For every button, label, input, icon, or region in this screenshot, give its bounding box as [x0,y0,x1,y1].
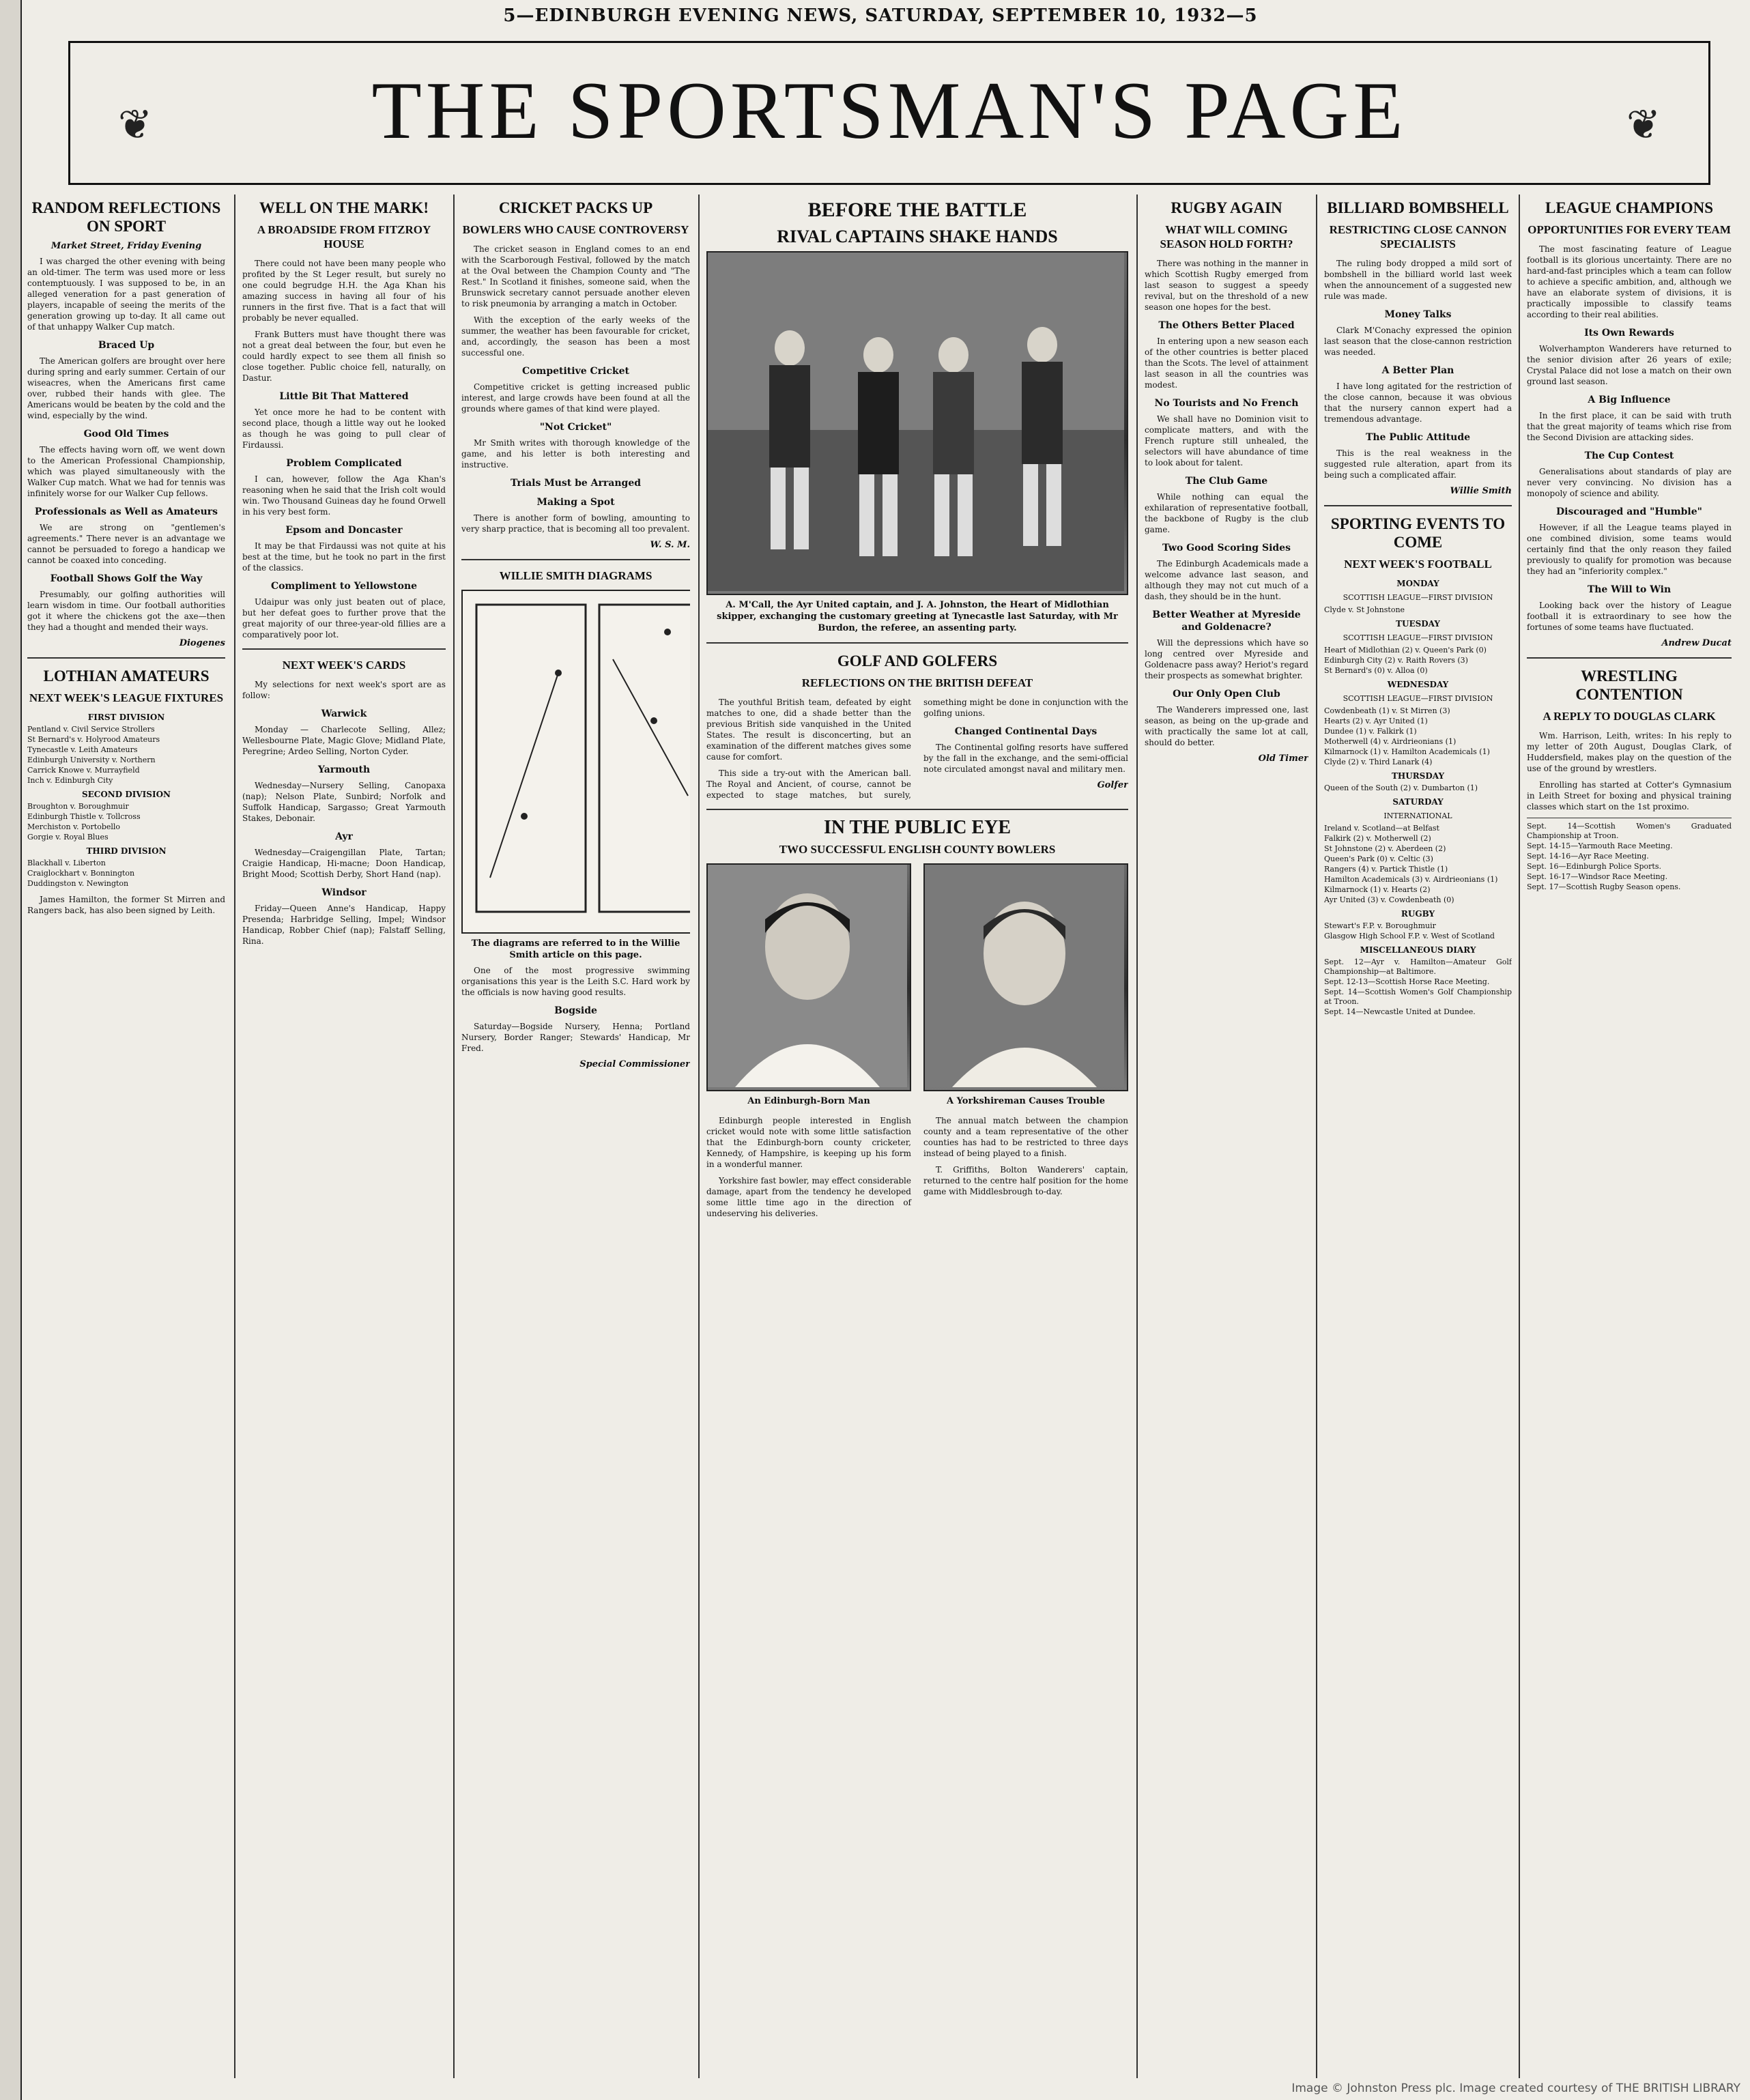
list-item: Gorgie v. Royal Blues [27,833,109,842]
byline: Old Timer [1258,753,1308,764]
paragraph: Enrolling has started at Cotter's Gymnasium in Leith Street for boxing and physical training classes which start on the 1st proximo. [1527,780,1732,811]
subheading: Epsom and Doncaster [285,525,403,536]
headline: WELL ON THE MARK! [259,199,429,216]
paragraph: Generalisations about standards of play are never very convincing. No division has a monopoly of science and ability. [1527,467,1732,498]
list-item: Duddingston v. Newington [27,879,129,888]
kennedy-portrait [706,863,911,1091]
subheading: The Will to Win [1587,584,1672,595]
paragraph: The most fascinating feature of League football is its glorious uncertainty. There are no hard-and-fast principles which a team can follow to achieve a specific ambition, and, although we have an elaborate system of divisions, it is practically impossible to classify teams according to their real abilities. [1527,244,1732,319]
subheading: Discouraged and "Humble" [1556,506,1702,517]
list-item: Sept. 14—Newcastle United at Dundee. [1324,1007,1476,1016]
headline: CRICKET PACKS UP [498,199,653,216]
subheadline: BOWLERS WHO CAUSE CONTROVERSY [462,223,689,236]
paragraph: James Hamilton, the former St Mirren and Rangers back, has also been signed by Leith. [27,895,225,915]
list-item: Motherwell (4) v. Airdrieonians (1) [1324,737,1457,746]
column-rugby [1145,195,1308,2078]
headline: LOTHIAN AMATEURS [43,667,210,685]
paragraph: There was nothing in the manner in which Scottish Rugby emerged from last season to suggest a speedy revival, but on the threshold of a new season one hopes for the best. [1145,259,1308,312]
list-item: Sept. 12—Ayr v. Hamilton—Amateur Golf Championship—at Baltimore. [1324,958,1512,976]
column-2 [242,195,446,2078]
list-item: Heart of Midlothian (2) v. Queen's Park (0) [1324,646,1487,655]
list-item: Sept. 16-17—Windsor Race Meeting. [1527,872,1668,881]
headline: BEFORE THE BATTLE [807,199,1027,221]
headline: RANDOM REFLECTIONS ON SPORT [31,199,221,235]
meeting-name: Windsor [321,887,367,898]
list-item: Sept. 14-16—Ayr Race Meeting. [1527,852,1649,861]
masthead: 5—EDINBURGH EVENING NEWS, SATURDAY, SEPTEMBER 10, 1932—5 [503,5,1258,26]
meeting-name: Yarmouth [317,764,371,775]
laurel-ornament-right: ❦ [1626,101,1661,149]
paragraph: The Wanderers impressed one, last season, as being on the up-grade and with practically the same lot at call, should do better. [1145,705,1308,747]
portrait-figure [925,865,1124,1087]
paragraph: Edinburgh people interested in English cricket would note with some little satisfaction that the Edinburgh-born county cricketer, Kennedy, of Hampshire, is keeping up his form in a wonderful manner. [706,1116,911,1169]
byline: Willie Smith [1450,486,1512,496]
article-well-on-the-mark [242,199,446,947]
subheading: Its Own Rewards [1584,328,1674,339]
list-item: Rangers (4) v. Partick Thistle (1) [1324,865,1448,874]
paragraph: One of the most progressive swimming organisations this year is the Leith S.C. Hard work by the officials is now having good results. [461,966,690,997]
paragraph: Wm. Harrison, Leith, writes: In his reply to my letter of 20th August, Douglas Clark, of Huddersfield, makes play on the question of the use of the ground by wrestlers. [1527,731,1732,773]
list-item: Merchiston v. Portobello [27,822,121,831]
list-item: St Johnstone (2) v. Aberdeen (2) [1324,844,1446,853]
column-billiards [1324,195,1512,2078]
adjacent-page-edge [0,0,22,2100]
subheading: Better Weather at Myreside and Goldenacre? [1152,609,1301,633]
article-cricket-packs-up [461,199,690,1070]
headline: LEAGUE CHAMPIONS [1545,199,1713,216]
paragraph: The Edinburgh Academicals made a welcome advance last season, and although they may not cut much of a dash, they should be in the hunt. [1145,559,1308,601]
list-item: St Bernard's (0) v. Alloa (0) [1324,666,1428,675]
paragraph: Monday — Charlecote Selling, Allez; Wellesbourne Plate, Magic Glove; Midland Plate, Peregrine; Ardeo Selling, Norton Cyder. [242,725,446,756]
fixture-list [27,802,225,842]
byline: Diogenes [179,638,225,648]
fixture-list [1324,605,1512,615]
yorkshireman-portrait [923,863,1128,1091]
diagram-heading: WILLIE SMITH DIAGRAMS [499,569,652,582]
article-random-reflections [27,199,225,649]
list-item: Clyde v. St Johnstone [1324,605,1405,614]
subheading: The Cup Contest [1584,450,1674,461]
subheading: Football Shows Golf the Way [50,573,203,584]
list-item: Blackhall v. Liberton [27,859,106,867]
list-item: Sept. 16—Edinburgh Police Sports. [1527,862,1661,871]
article-lothian-amateurs [27,667,225,916]
list-item: Hearts (2) v. Ayr United (1) [1324,717,1428,725]
day-heading: SATURDAY [1392,797,1444,807]
paragraph: Looking back over the history of League football it is extraordinary to see how the fortunes of some teams have fluctuated. [1527,601,1732,632]
paragraph: My selections for next week's sport are as follow: [242,680,446,700]
list-item: Craiglockhart v. Bonnington [27,869,135,878]
paragraph: We are strong on "gentlemen's agreements." There never is an advantage we cannot be persuaded to forego a handicap we cannot be coaxed into conceding. [27,523,225,565]
centre-block [706,195,1128,2078]
day-heading: TUESDAY [1396,619,1440,629]
fixture-list [1324,706,1512,767]
column-league [1527,195,1732,2078]
subheading: Competitive Cricket [522,366,629,377]
column-3 [461,195,690,2078]
article-in-the-public-eye [706,818,1128,1219]
list-item: Kilmarnock (1) v. Hearts (2) [1324,885,1431,894]
subheadline: A REPLY TO DOUGLAS CLARK [1543,710,1716,723]
league-heading: SCOTTISH LEAGUE—FIRST DIVISION [1343,694,1493,703]
paragraph: This is the real weakness in the suggested rule alteration, apart from its being such a complicated affair. [1324,448,1512,480]
paragraph: Clark M'Conachy expressed the opinion last season that the close-cannon restriction was needed. [1324,326,1512,357]
list-item: Ayr United (3) v. Cowdenbeath (0) [1324,895,1454,904]
subheading: No Tourists and No French [1154,398,1299,409]
list-item: St Bernard's v. Holyrood Amateurs [27,735,160,744]
image-credit: Image © Johnston Press plc. Image created courtesy of THE BRITISH LIBRARY [1291,2082,1740,2095]
headline: BILLIARD BOMBSHELL [1327,199,1509,216]
list-item: Falkirk (2) v. Motherwell (2) [1324,834,1431,843]
article-golf-and-golfers [706,652,1128,801]
article-before-the-battle [706,199,1128,634]
paragraph: Presumably, our golfing authorities will learn wisdom in time. Our football authorities got it where the chickens got the axe—then they had a thought and mended their ways. [27,590,225,632]
list-item: Queen of the South (2) v. Dumbarton (1) [1324,783,1478,792]
subheading: Our Only Open Club [1173,689,1280,700]
title-banner [68,41,1710,185]
subheading: Making a Spot [536,497,615,508]
paragraph: I have long agitated for the restriction of the close cannon, because it was obvious that the nursery cannon expert had a tremendous advantage. [1324,382,1512,424]
meeting-name: Warwick [321,708,367,719]
division-heading: FIRST DIVISION [87,713,165,722]
paragraph: Yorkshire fast bowler, may effect considerable damage, apart from the tendency he developed some little time ago in the direction of undeserving his deliveries. [706,1176,911,1218]
paragraph: The annual match between the champion county and a team representative of the other counties has had to be restricted to three days instead of being played to a finish. [923,1116,1128,1158]
subheading: Bogside [554,1005,597,1016]
subheading: Changed Continental Days [954,726,1098,737]
rugby-heading: RUGBY [1401,909,1435,919]
article-league-champions [1527,199,1732,649]
paragraph: I was charged the other evening with being an old-timer. The term was used more or less contemptuously. I was supposed to be, in an alleged veneration for a past generation of players, incapable of seeing the merits of the generation growing up to-day. It all came out of that unhappy Walker Cup match. [27,257,225,332]
paragraph: While nothing can equal the exhilaration of representative football, the backbone of Rugby is the club game. [1145,492,1308,534]
paragraph: T. Griffiths, Bolton Wanderers' captain, returned to the centre half position for the home game with Middlesbrough to-day. [923,1165,1128,1196]
subheadline: NEXT WEEK'S LEAGUE FIXTURES [29,691,224,704]
article-sporting-events [1324,515,1512,1017]
list-item: Edinburgh University v. Northern [27,756,156,764]
list-item: Hamilton Academicals (3) v. Airdrieonians (1) [1324,875,1498,884]
paragraph: Wednesday—Craigengillan Plate, Tartan; Craigie Handicap, Hi-macne; Doon Handicap, Bright Mood; Scottish Derby, Short Hand (nap). [242,848,446,879]
paragraph: This side a try-out with the American ball. The Royal and Ancient, of course, cannot be expected to stage matches, but surely, something might be done in conjunction with the golfing unions. [706,697,1128,800]
cards-heading: NEXT WEEK'S CARDS [282,659,406,672]
headline: SPORTING EVENTS TO COME [1330,515,1506,551]
paragraph: In the first place, it can be said with truth that the great majority of teams which rise from the Second Division are attacking sides. [1527,411,1732,442]
subheading: The Club Game [1185,476,1268,487]
paragraph: Udaipur was only just beaten out of place, but her defeat goes to further prove that the great majority of our three-year-old fillies are a comparatively poor lot. [242,597,446,639]
list-item: Inch v. Edinburgh City [27,776,113,785]
subheading: The Public Attitude [1365,432,1471,443]
paragraph: With the exception of the early weeks of the summer, the weather has been favourable for cricket, and, accordingly, the season has been a most successful one. [461,315,690,358]
list-item: Tynecastle v. Leith Amateurs [27,745,138,754]
subheading: Good Old Times [83,429,169,440]
list-item: Broughton v. Boroughmuir [27,802,129,811]
diagram-caption: The diagrams are referred to in the Willie Smith article on this page. [471,938,680,960]
subheading: Compliment to Yellowstone [270,581,418,592]
subheadline: NEXT WEEK'S FOOTBALL [1344,558,1492,571]
fixture-list [1324,783,1512,793]
list-item: Stewart's F.P. v. Boroughmuir [1324,921,1436,930]
subheading: Braced Up [98,340,155,351]
photo-caption: A. M'Call, the Ayr United captain, and J. A. Johnston, the Heart of Midlothian skipper, exchanging the customary greeting at Tynecastle last Saturday, with Mr Burdon, the referee, an assenting party. [717,600,1118,633]
paragraph: Will the depressions which have so long centred over Myreside and Goldenacre pass away? Heriot's regard their prospects as somewhat brighter. [1145,638,1308,680]
fixture-list [27,725,225,786]
paragraph: There could not have been many people who profited by the St Leger result, but surely no one could begrudge H.H. the Aga Khan his amazing success in having all four of his runners in the first five. That is a fact that will probably be never equalled. [242,259,446,323]
list-item: Queen's Park (0) v. Celtic (3) [1324,854,1433,863]
subheading: The Others Better Placed [1158,320,1295,331]
day-heading: MONDAY [1396,579,1439,588]
diary-list [1527,818,1732,892]
list-item: Sept. 14—Scottish Women's Golf Championship at Troon. [1324,988,1512,1006]
photo-figures [708,253,1124,591]
list-item: Sept. 17—Scottish Rugby Season opens. [1527,882,1681,891]
article-billiard-bombshell [1324,199,1512,497]
league-heading: SCOTTISH LEAGUE—FIRST DIVISION [1343,633,1493,642]
headline: WRESTLING CONTENTION [1575,667,1683,703]
billiard-diagram [461,590,690,934]
day-heading: THURSDAY [1391,771,1445,781]
paragraph: The youthful British team, defeated by eight matches to one, did a shade better than the previous British side vanquished in the United States. The result is disconcerting, but an examination of the different matches gives some cause for comfort. [706,697,911,762]
headline: GOLF AND GOLFERS [837,652,998,670]
subheading: A Better Plan [1381,365,1454,376]
list-item: Sept. 14—Scottish Women's Graduated Championship at Troon. [1527,822,1732,840]
laurel-ornament-left: ❦ [117,101,153,149]
list-item: Clyde (2) v. Third Lanark (4) [1324,758,1433,766]
subheading: Trials Must be Arranged [510,478,642,489]
paragraph: Competitive cricket is getting increased public interest, and large crowds have been found at all the grounds where games of that kind were played. [461,382,690,414]
list-item: Kilmarnock (1) v. Hamilton Academicals (1) [1324,747,1490,756]
photo-caption: A Yorkshireman Causes Trouble [947,1096,1105,1106]
billiard-table-drawing [463,591,690,930]
paragraph: Wolverhampton Wanderers have returned to the senior division after 26 years of exile; Crystal Palace did not lose a match on their own ground last season. [1527,344,1732,386]
list-item: Edinburgh City (2) v. Raith Rovers (3) [1324,656,1468,665]
subheadline: RESTRICTING CLOSE CANNON SPECIALISTS [1329,223,1507,250]
page-title: THE SPORTSMAN'S PAGE [371,65,1407,156]
paragraph: We shall have no Dominion visit to complicate matters, and with the French rupture still unhealed, the selectors will have abundance of time to look about for talent. [1145,414,1308,468]
paragraph: Yet once more he had to be content with second place, though a little way out he looked as though he was going to pull clear of Firdaussi. [242,407,446,450]
subheading: Problem Complicated [286,458,402,469]
subheading: "Not Cricket" [539,422,612,433]
league-heading: INTERNATIONAL [1383,811,1452,820]
subheading: A Big Influence [1588,394,1671,405]
paragraph: Frank Butters must have thought there was not a great deal between the four, but even he could hardly expect to see them all finish so close together. Public choice fell, naturally, on Dastur. [242,330,446,383]
paragraph: The ruling body dropped a mild sort of bombshell in the billiard world last week when the announcement of a suggested new rule was made. [1324,259,1512,301]
day-heading: WEDNESDAY [1387,680,1449,689]
paragraph: In entering upon a new season each of the other countries is better placed than the Scots. The level of attainment last season in all the countries was modest. [1145,336,1308,390]
paragraph: It may be that Firdaussi was not quite at his best at the time, but he took no part in the first of the classics. [242,541,446,573]
subheadline: TWO SUCCESSFUL ENGLISH COUNTY BOWLERS [779,843,1056,856]
subheading: Professionals as Well as Amateurs [34,506,218,517]
paragraph: The effects having worn off, we went down to the American Professional Championship, which was played simultaneously with the Walker Cup match. What we had for tennis was infinitely worse for our Walker Cup fellows. [27,445,225,498]
paragraph: However, if all the League teams played in one combined division, some teams would certainly find that the only reason they failed previously to qualify for promotion was because they had an "inferiority complex." [1527,523,1732,576]
paragraph: There is another form of bowling, amounting to very sharp practice, that is becoming all too prevalent. [461,513,690,534]
fixture-list [1324,646,1512,676]
list-item: Dundee (1) v. Falkirk (1) [1324,727,1417,736]
paragraph: The Continental golfing resorts have suffered by the fall in the exchange, and the semi-official note circulated amongst naval and military men. [923,743,1128,774]
list-item: Ireland v. Scotland—at Belfast [1324,824,1439,833]
paragraph: Mr Smith writes with thorough knowledge of the game, and his letter is both interesting and instructive. [461,438,690,470]
subheading: Little Bit That Mattered [279,391,409,402]
photo-caption: An Edinburgh-Born Man [747,1096,870,1106]
column-1 [27,195,225,2078]
captains-handshake-photo [706,251,1128,595]
misc-heading: MISCELLANEOUS DIARY [1360,945,1476,955]
article-wrestling-contention [1527,667,1732,892]
dateline: Market Street, Friday Evening [51,241,202,251]
list-item: Glasgow High School F.P. v. West of Scotland [1324,932,1495,940]
paragraph: The American golfers are brought over here during spring and early summer. Certain of our wiseacres, when the Americans first came over, rubbed their hands with glee. The Americans would be beaten by the cold and the wind, especially by the wind. [27,356,225,420]
fixture-list [27,859,225,889]
list-item: Sept. 14-15—Yarmouth Race Meeting. [1527,842,1673,850]
subheading: Money Talks [1384,309,1452,320]
meeting-name: Ayr [335,831,353,842]
subheadline: RIVAL CAPTAINS SHAKE HANDS [777,227,1058,246]
paragraph: Friday—Queen Anne's Handicap, Happy Presenda; Harbridge Selling, Impel; Windsor Handicap, Robber Chief (nap); Falstaff Selling, Rina. [242,904,446,946]
list-item: Cowdenbeath (1) v. St Mirren (3) [1324,706,1450,715]
paragraph: I can, however, follow the Aga Khan's reasoning when he said that the Irish colt would win. Two Thousand Guineas day he found Orwell in his very best form. [242,474,446,517]
division-heading: SECOND DIVISION [81,790,171,799]
byline: Andrew Ducat [1661,638,1732,648]
fixture-list [1324,824,1512,905]
list-item: Carrick Knowe v. Murrayfield [27,766,140,775]
byline: Special Commissioner [579,1059,690,1069]
headline: RUGBY AGAIN [1171,199,1282,216]
fixture-list [1324,921,1512,941]
subheading: Two Good Scoring Sides [1162,543,1291,553]
league-heading: SCOTTISH LEAGUE—FIRST DIVISION [1343,593,1493,602]
portrait-figure [708,865,907,1087]
subheadline: WHAT WILL COMING SEASON HOLD FORTH? [1160,223,1293,250]
list-item: Pentland v. Civil Service Strollers [27,725,155,734]
subheadline: REFLECTIONS ON THE BRITISH DEFEAT [801,676,1033,689]
subheadline: A BROADSIDE FROM FITZROY HOUSE [257,223,431,250]
subheadline: OPPORTUNITIES FOR EVERY TEAM [1527,223,1731,236]
paragraph: The cricket season in England comes to an end with the Scarborough Festival, followed by the match at the Oval between the Champion County and "The Rest." In Scotland it finishes, someone said, when the Brunswick secretary cannot persuade another eleven to risk pneumonia by arranging a match in October. [461,244,690,308]
list-item: Sept. 12-13—Scottish Horse Race Meeting. [1324,977,1490,986]
byline: W. S. M. [650,540,690,550]
article-rugby-again [1145,199,1308,764]
paragraph: Wednesday—Nursery Selling, Canopaxa (nap); Nelson Plate, Sunbird; Norfolk and Suffolk Handicap, Sargasso; Great Yarmouth Stakes, Debonair. [242,781,446,823]
byline: Golfer [1097,780,1128,790]
headline: IN THE PUBLIC EYE [823,817,1012,838]
division-heading: THIRD DIVISION [86,846,167,856]
list-item: Edinburgh Thistle v. Tollcross [27,812,141,821]
diary-list [1324,958,1512,1017]
paragraph: Saturday—Bogside Nursery, Henna; Portland Nursery, Border Ranger; Stewards' Handicap, Mr Fred. [461,1022,690,1053]
